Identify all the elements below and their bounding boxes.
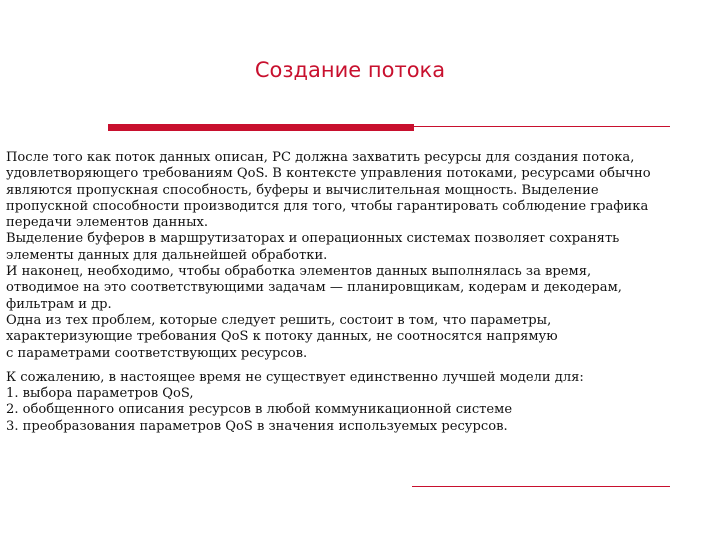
body-block-2 <box>6 370 716 435</box>
slide-title: Создание потока <box>254 58 446 82</box>
text-line: После того как поток данных описан, РС должна захватить ресурсы для создания потока, <box>6 150 635 165</box>
text-line: удовлетворяющего требованиям QoS. В контексте управления потоками, ресурсами обычно <box>6 166 651 182</box>
text-line: Выделение буферов в маршрутизаторах и операционных системах позволяет сохранять <box>6 231 620 247</box>
text-line: фильтрам и др. <box>6 296 112 312</box>
list-item: 2. обобщенного описания ресурсов в любой коммуникационной системе <box>6 402 513 418</box>
text-line: передачи элементов данных. <box>6 215 209 231</box>
text-line: являются пропускная способность, буферы и вычислительная мощность. Выделение <box>6 182 599 198</box>
text-line: Одна из тех проблем, которые следует решить, состоит в том, что параметры, <box>6 312 552 328</box>
text-line: элементы данных для дальнейшей обработки. <box>6 247 328 263</box>
list-item: 3. преобразования параметров QoS в значения используемых ресурсов. <box>6 418 508 434</box>
text-line: И наконец, необходимо, чтобы обработка элементов данных выполнялась за время, <box>6 264 592 280</box>
text-line: пропускной способности производится для того, чтобы гарантировать соблюдение графика <box>6 198 649 214</box>
slide-body <box>6 150 716 435</box>
list-item: 1. выбора параметров QoS, <box>6 386 194 402</box>
title-underline-thin <box>414 126 670 127</box>
text-line: К сожалению, в настоящее время не существует единственно лучшей модели для: <box>6 369 584 385</box>
title-underline-thick <box>108 124 414 131</box>
body-block-1 <box>6 150 716 362</box>
text-line: отводимое на это соответствующими задачам — планировщикам, кодерам и декодерам, <box>6 280 622 296</box>
text-line: характеризующие требования QoS к потоку данных, не соотносятся напрямую <box>6 329 558 345</box>
bottom-divider <box>412 486 670 487</box>
text-line: с параметрами соответствующих ресурсов. <box>6 345 308 361</box>
